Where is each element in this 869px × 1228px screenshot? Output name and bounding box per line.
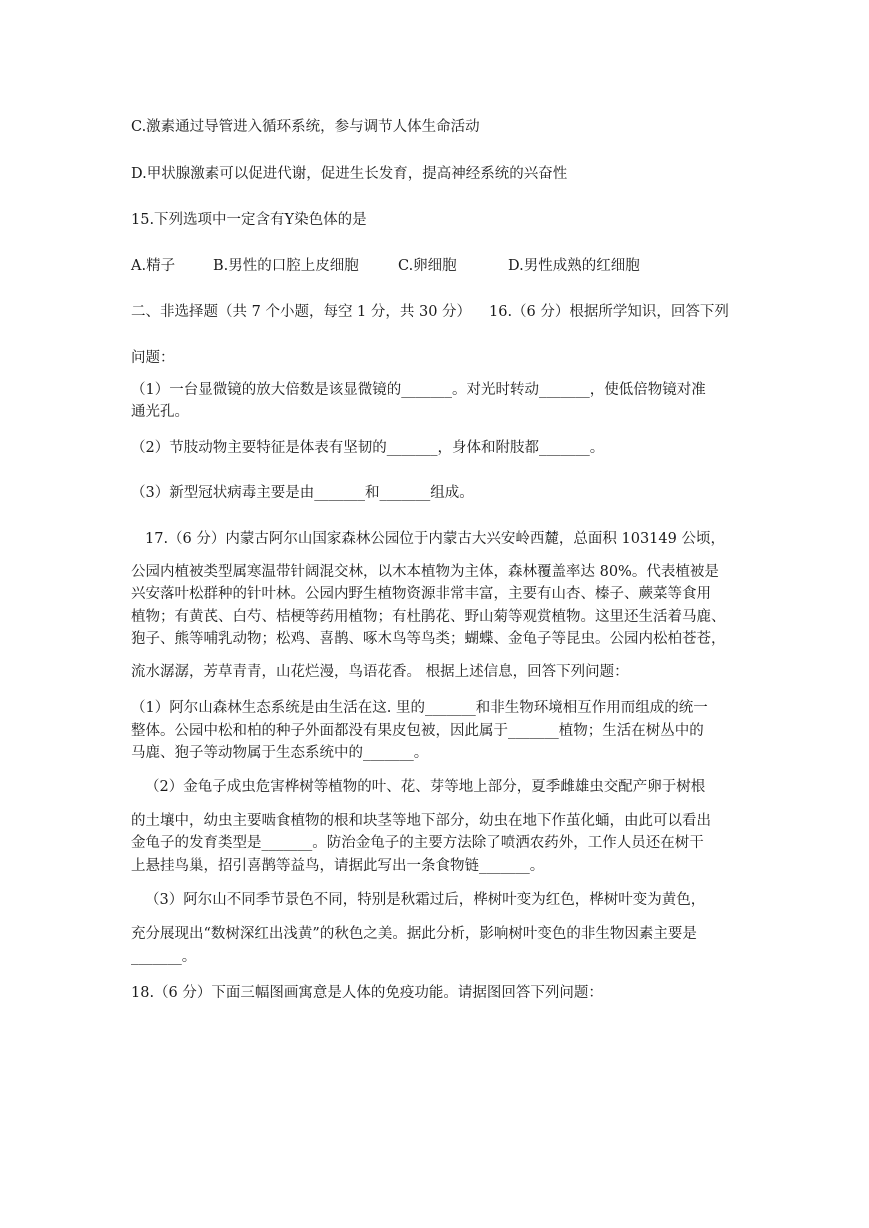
q17-intro-line-1: 17.（6 分）内蒙古阿尔山国家森林公园位于内蒙古大兴安岭西麓，总面积 103149 公顷， bbox=[145, 531, 725, 547]
q17-intro-line-3: 兴安落叶松群种的针叶林。公园内野生植物资源非常丰富，主要有山杏、榛子、蕨菜等食用 bbox=[131, 586, 711, 602]
q17-part1-line-3: 马鹿、狍子等动物属于生态系统中的_______。 bbox=[131, 745, 429, 761]
q17-part3-line-1: （3）阿尔山不同季节景色不同，特别是秋霜过后，桦树叶变为红色，桦树叶变为黄色， bbox=[145, 892, 706, 908]
q15-option-c: C.卵细胞 bbox=[398, 258, 457, 274]
q16-intro-cont: 问题： bbox=[131, 350, 175, 366]
q17-intro-line-2: 公园内植被类型属寒温带针阔混交林，以木本植物为主体，森林覆盖率达 80%。代表植被是 bbox=[131, 564, 719, 580]
q16-part3: （3）新型冠状病毒主要是由_______和_______组成。 bbox=[131, 485, 474, 501]
q14-option-c: C.激素通过导管进入循环系统，参与调节人体生命活动 bbox=[131, 119, 480, 135]
q15-option-b: B.男性的口腔上皮细胞 bbox=[213, 258, 359, 274]
q17-part2-line-3: 金龟子的发育类型是_______。防治金龟子的主要方法除了喷洒农药外，工作人员还在树干 bbox=[131, 835, 704, 851]
q17-part3-line-3: _______。 bbox=[131, 949, 197, 965]
q15-stem: 15.下列选项中一定含有Y染色体的是 bbox=[131, 212, 367, 228]
q14-option-d: D.甲状腺激素可以促进代谢，促进生长发育，提高神经系统的兴奋性 bbox=[131, 166, 568, 182]
q17-part2-line-1: （2）金龟子成虫危害桦树等植物的叶、花、芽等地上部分，夏季雌雄虫交配产卵于树根 bbox=[145, 779, 706, 795]
q17-intro-line-6: 流水潺潺，芳草青青，山花烂漫，鸟语花香。 根据上述信息，回答下列问题： bbox=[131, 664, 629, 680]
q16-intro: 16.（6 分）根据所学知识，回答下列 bbox=[489, 304, 729, 320]
q17-part1-line-1: （1）阿尔山森林生态系统是由生活在这. 里的_______和非生物环境相互作用而组成的统一 bbox=[131, 700, 708, 716]
q18-intro: 18.（6 分）下面三幅图画寓意是人体的免疫功能。请据图回答下列问题： bbox=[131, 985, 603, 1001]
q15-option-a: A.精子 bbox=[131, 258, 176, 274]
q17-intro-line-4: 植物；有黄芪、白芍、桔梗等药用植物；有杜鹃花、野山菊等观赏植物。这里还生活着马鹿、 bbox=[131, 609, 726, 625]
q15-option-d: D.男性成熟的红细胞 bbox=[508, 258, 640, 274]
q17-part1-line-2: 整体。公园中松和柏的种子外面都没有果皮包被，因此属于_______植物；生活在树丛中的 bbox=[131, 723, 704, 739]
q16-part1-line1: （1）一台显微镜的放大倍数是该显微镜的_______。对光时转动_______，使低倍物镜对准 bbox=[131, 382, 706, 398]
q16-part1-line2: 通光孔。 bbox=[131, 404, 189, 420]
q17-part2-line-4: 上悬挂鸟巢，招引喜鹊等益鸟，请据此写出一条食物链_______。 bbox=[131, 858, 545, 874]
section2-heading: 二、非选择题（共 7 个小题，每空 1 分，共 30 分） bbox=[131, 304, 472, 320]
q17-part3-line-2: 充分展现出“数树深红出浅黄”的秋色之美。据此分析，影响树叶变色的非生物因素主要是 bbox=[131, 926, 697, 942]
q17-intro-line-5: 狍子、熊等哺乳动物；松鸡、喜鹊、啄木鸟等鸟类；蝴蝶、金龟子等昆虫。公园内松柏苍苍， bbox=[131, 631, 726, 647]
q15-options bbox=[131, 256, 640, 276]
q17-part2-line-2: 的土壤中，幼虫主要啮食植物的根和块茎等地下部分，幼虫在地下作茧化蛹，由此可以看出 bbox=[131, 813, 711, 829]
q16-part2: （2）节肢动物主要特征是体表有坚韧的_______，身体和附肢都_______。 bbox=[131, 440, 605, 456]
